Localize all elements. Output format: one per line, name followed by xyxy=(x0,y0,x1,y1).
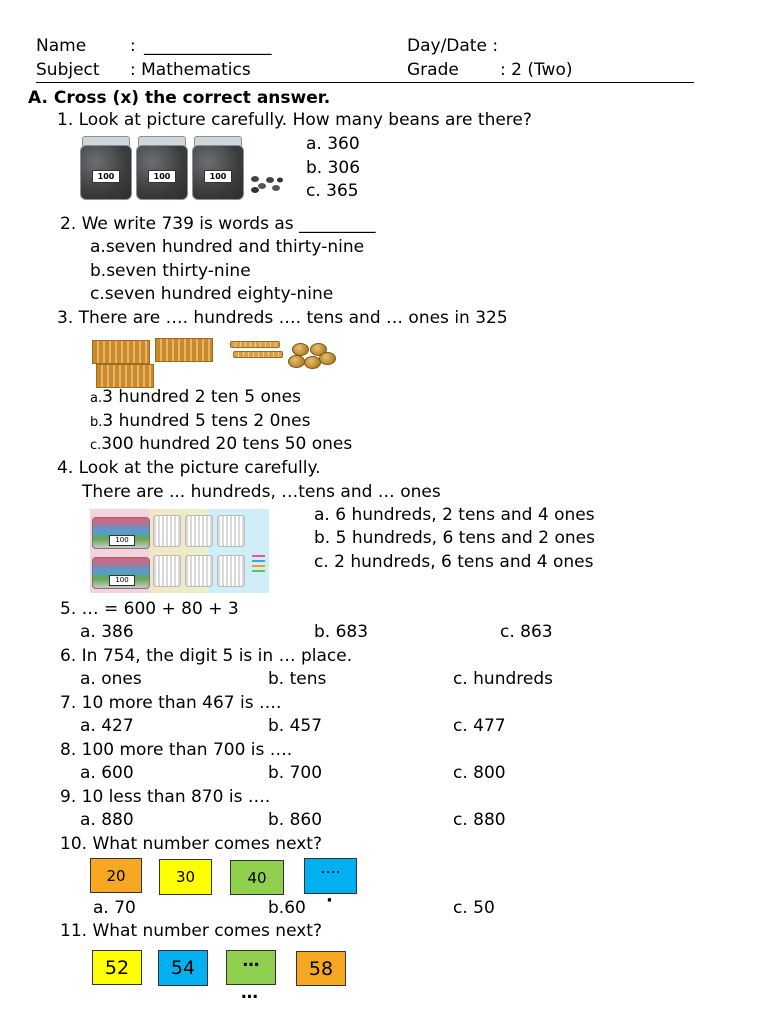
subject-value: : Mathematics xyxy=(130,60,251,80)
q4-line2: There are ... hundreds, …tens and … ones xyxy=(82,482,441,502)
q7-text: 7. 10 more than 467 is …. xyxy=(60,693,282,713)
name-separator: : xyxy=(130,36,136,56)
q10-option-b[interactable]: b.60 xyxy=(268,898,306,918)
q10-box-20: 20 xyxy=(90,858,142,893)
q1-text: 1. Look at picture carefully. How many beans are there? xyxy=(57,110,532,130)
q10-box-40: 40 xyxy=(230,860,284,895)
q3-text: 3. There are …. hundreds …. tens and … ones in 325 xyxy=(57,308,508,328)
q9-text: 9. 10 less than 870 is …. xyxy=(60,787,271,807)
name-blank: _______________ xyxy=(144,36,272,56)
q5-text: 5. … = 600 + 80 + 3 xyxy=(60,599,239,619)
header-divider xyxy=(36,82,694,83)
name-label: Name xyxy=(36,36,87,56)
q2-option-a[interactable]: a.seven hundred and thirty-nine xyxy=(90,237,365,257)
q11-box-blank: … xyxy=(226,950,276,985)
q4-option-a[interactable]: a. 6 hundreds, 2 tens and 4 ones xyxy=(314,505,595,525)
subject-label: Subject xyxy=(36,60,100,80)
q9-option-a[interactable]: a. 880 xyxy=(80,810,134,830)
q4-option-c[interactable]: c. 2 hundreds, 6 tens and 4 ones xyxy=(314,552,594,572)
loose-beans-icon xyxy=(249,172,285,196)
one-unit xyxy=(288,355,305,368)
ten-bundle xyxy=(217,555,245,587)
q2-text: 2. We write 739 is words as _________ xyxy=(60,214,376,234)
q4-option-b[interactable]: b. 5 hundreds, 6 tens and 2 ones xyxy=(314,528,595,548)
q11-box-54: 54 xyxy=(158,950,208,986)
q8-text: 8. 100 more than 700 is …. xyxy=(60,740,293,760)
ten-bundle xyxy=(153,555,181,587)
q4-line1: 4. Look at the picture carefully. xyxy=(57,458,321,478)
q5-option-c[interactable]: c. 863 xyxy=(500,622,553,642)
bean-jar: 100 xyxy=(80,136,130,199)
q11-below-dots: … xyxy=(241,983,258,1003)
q3-option-a[interactable]: a.3 hundred 2 ten 5 ones xyxy=(90,387,301,407)
q2-option-b[interactable]: b.seven thirty-nine xyxy=(90,261,251,281)
q10-text: 10. What number comes next? xyxy=(60,834,322,854)
q10-box-blank: …. xyxy=(304,858,357,894)
ten-rod xyxy=(233,351,283,358)
q9-option-c[interactable]: c. 880 xyxy=(453,810,506,830)
q6-text: 6. In 754, the digit 5 is in … place. xyxy=(60,646,353,666)
ten-bundle xyxy=(217,515,245,547)
q11-text: 11. What number comes next? xyxy=(60,921,322,941)
bean-jar: 100 xyxy=(192,136,242,199)
q10-stray-dot: · xyxy=(326,890,333,911)
q11-box-58: 58 xyxy=(296,951,346,986)
q6-option-c[interactable]: c. hundreds xyxy=(453,669,553,689)
hundred-flat xyxy=(96,364,154,388)
q6-option-b[interactable]: b. tens xyxy=(268,669,327,689)
q7-option-c[interactable]: c. 477 xyxy=(453,716,506,736)
q10-box-30: 30 xyxy=(159,859,212,895)
ten-bundle xyxy=(153,515,181,547)
hundred-flat xyxy=(155,338,213,362)
ten-bundle xyxy=(185,555,213,587)
q4-picture xyxy=(90,509,269,593)
ten-bundle xyxy=(185,515,213,547)
grade-value: : 2 (Two) xyxy=(500,60,573,80)
q7-option-b[interactable]: b. 457 xyxy=(268,716,323,736)
q1-option-b[interactable]: b. 306 xyxy=(306,158,361,178)
q3-option-b[interactable]: b.3 hundred 5 tens 2 0nes xyxy=(90,411,311,431)
q10-option-c[interactable]: c. 50 xyxy=(453,898,495,918)
q8-option-b[interactable]: b. 700 xyxy=(268,763,323,783)
bean-jar: 100 xyxy=(136,136,186,199)
q3-option-c[interactable]: c.300 hundred 20 tens 50 ones xyxy=(90,434,353,454)
q11-box-52: 52 xyxy=(92,950,142,985)
ten-rod xyxy=(230,341,280,348)
grade-label: Grade xyxy=(407,60,459,80)
one-unit xyxy=(319,352,336,365)
hundred-basket: 100 xyxy=(92,557,150,589)
q8-option-c[interactable]: c. 800 xyxy=(453,763,506,783)
hundred-flat xyxy=(92,340,150,364)
q10-option-a[interactable]: a. 70 xyxy=(93,898,136,918)
q1-option-c[interactable]: c. 365 xyxy=(306,181,359,201)
q5-option-a[interactable]: a. 386 xyxy=(80,622,134,642)
q1-option-a[interactable]: a. 360 xyxy=(306,134,360,154)
section-a-title: A. Cross (x) the correct answer. xyxy=(28,88,331,108)
q8-option-a[interactable]: a. 600 xyxy=(80,763,134,783)
hundred-basket: 100 xyxy=(92,517,150,549)
q5-option-b[interactable]: b. 683 xyxy=(314,622,369,642)
q2-option-c[interactable]: c.seven hundred eighty-nine xyxy=(90,284,334,304)
q9-option-b[interactable]: b. 860 xyxy=(268,810,323,830)
q7-option-a[interactable]: a. 427 xyxy=(80,716,134,736)
q6-option-a[interactable]: a. ones xyxy=(80,669,142,689)
daydate-label: Day/Date : xyxy=(407,36,499,56)
